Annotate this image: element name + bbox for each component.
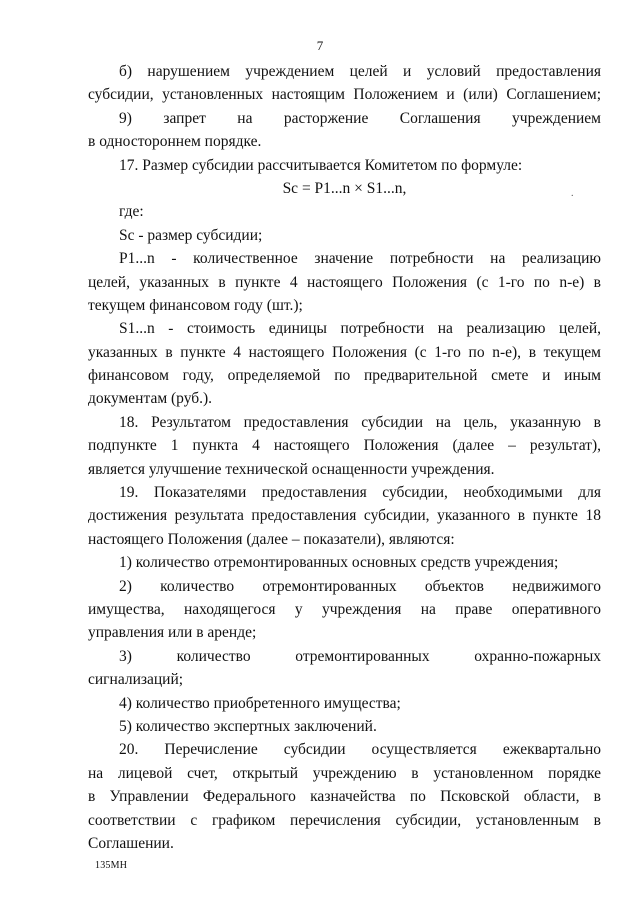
text-line: где: — [119, 203, 144, 221]
text-line: на лицевой счет, открытый учреждению в установленном порядке — [88, 764, 601, 782]
text-line: документам (руб.). — [88, 390, 213, 408]
stray-mark: . — [571, 188, 574, 199]
text-line: Sc = P1...n × S1...n, — [282, 179, 407, 197]
text-line: целей, указанных в пункте 4 настоящего Положения (с 1-го по n-е) в — [88, 273, 601, 291]
text-line: Sc - размер субсидии; — [119, 226, 263, 244]
text-line: указанных в пункте 4 настоящего Положения (с 1-го по n-е), в текущем — [88, 343, 601, 361]
text-line: 2) количество отремонтированных объектов недвижимого — [119, 577, 601, 595]
text-line: текущем финансовом году (шт.); — [88, 296, 303, 314]
text-line: б) нарушением учреждением целей и условий предоставления — [119, 63, 601, 80]
text-line: субсидии, установленных настоящим Положением и (или) Соглашением; — [88, 86, 601, 104]
text-line: является улучшение технической оснащенности учреждения. — [88, 460, 495, 478]
text-line: финансовом году, определяемой по предварительной смете и иным — [88, 367, 601, 385]
text-line: 20. Перечисление субсидии осуществляется ежеквартально — [119, 741, 601, 759]
text-line: 18. Результатом предоставления субсидии на цель, указанную в — [119, 413, 601, 431]
page-number: 7 — [316, 38, 324, 53]
text-line: 19. Показателями предоставления субсидии, необходимыми для — [119, 484, 601, 502]
text-line: в одностороннем порядке. — [88, 133, 262, 151]
text-line: имущества, находящегося у учреждения на праве оперативного — [88, 600, 601, 618]
text-line: соответствии с графиком перечисления субсидии, установленным в — [88, 811, 601, 829]
document-body — [88, 60, 601, 855]
footer-code: 135МН — [95, 860, 128, 871]
text-line: 5) количество экспертных заключений. — [119, 717, 377, 735]
text-line: управления или в аренде; — [88, 624, 257, 642]
text-line: в Управлении Федерального казначейства по Псковской области, в — [88, 788, 601, 806]
text-line: 9) запрет на расторжение Соглашения учреждением — [119, 109, 601, 127]
text-line: подпункте 1 пункта 4 настоящего Положения (далее – результат), — [88, 437, 601, 455]
text-line: 1) количество отремонтированных основных средств учреждения; — [119, 554, 559, 572]
text-line: настоящего Положения (далее – показатели), являются: — [88, 530, 455, 548]
text-line: 17. Размер субсидии рассчитывается Комитетом по формуле: — [119, 156, 523, 174]
text-line: S1...n - стоимость единицы потребности на реализацию целей, — [119, 320, 601, 338]
text-line: 4) количество приобретенного имущества; — [119, 694, 401, 712]
text-line: сигнализаций; — [88, 671, 184, 689]
text-line: достижения результата предоставления субсидии, указанного в пункте 18 — [88, 507, 601, 525]
text-line: Соглашении. — [88, 834, 174, 852]
text-line: 3) количество отремонтированных охранно-пожарных — [119, 647, 601, 665]
text-line: P1...n - количественное значение потребности на реализацию — [119, 250, 601, 268]
